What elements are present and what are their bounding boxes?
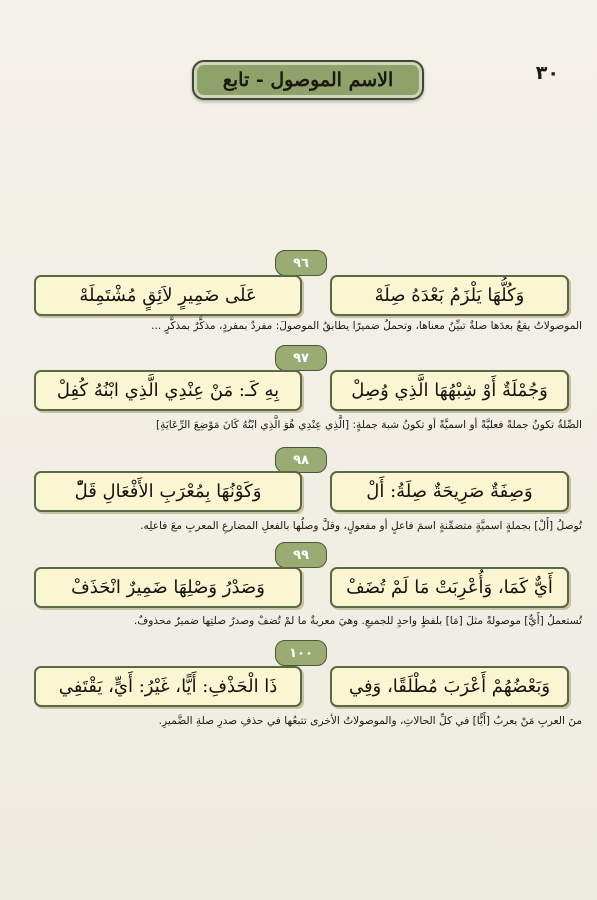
- verse-explanation: منَ العربِ مَنْ يعربُ [أَيًّا] في كلِّ الحالاتِ، والموصولاتُ الأخرى تتبعُها في حذفِ صدرِ صلةِ الضَّميرِ.: [158, 715, 582, 727]
- verse-first-hemistich: وَجُمْلَةٌ أَوْ شِبْهُهَا الَّذِي وُصِلْ: [330, 370, 569, 411]
- verse-number-badge: ٩٧: [275, 345, 327, 371]
- verse-number-badge: ١٠٠: [275, 640, 327, 666]
- verse-number-badge: ٩٦: [275, 250, 327, 276]
- verse-second-hemistich: بِهِ كَـ: مَنْ عِنْدِي الَّذِي ابْنُهُ كُفِلْ: [34, 370, 302, 411]
- verse-explanation: الصِّلةُ تكونُ جملةً فعليَّةً أو اسميَّةً أو تكونُ شبهَ جملةٍ: [الَّذِي عِنْدِي هُوَ الَّذِي ابْنُهُ كَانَ مَوْضِعَ الرِّعَايَةِ]: [156, 419, 582, 431]
- page-number: ٣٠: [535, 62, 559, 84]
- verse-number-badge: ٩٩: [275, 542, 327, 568]
- verse-first-hemistich: أَيٌّ كَمَا، وَأُعْرِبَتْ مَا لَمْ تُضَفْ: [330, 567, 569, 608]
- verse-first-hemistich: وَبَعْضُهُمْ أَعْرَبَ مُطْلَقًا، وَفِي: [330, 666, 569, 707]
- verse-second-hemistich: ذَا الْحَذْفِ: أَيًّا، غَيْرُ: أَيٍّ، يَقْتَفِي: [34, 666, 302, 707]
- verse-explanation: تُستعملُ [أَيٌّ] موصولةً مثلَ [مَا] بلفظٍ واحدٍ للجميعِ. وهيَ معربةٌ ما لمْ تُضفْ وصدرُ صلتِها ضميرٌ محذوفٌ.: [133, 615, 582, 627]
- verse-number-badge: ٩٨: [275, 447, 327, 473]
- verse-second-hemistich: عَلَى ضَمِيرٍ لاَئِقٍ مُشْتَمِلَهْ: [34, 275, 302, 316]
- verse-second-hemistich: وَكَوْنُهَا بِمُعْرَبِ الأَفْعَالِ قَلّْ: [34, 471, 302, 512]
- verse-first-hemistich: وَكُلُّهَا يَلْزَمُ بَعْدَهُ صِلَهْ: [330, 275, 569, 316]
- chapter-title: الاسم الموصول - تابع: [192, 60, 424, 100]
- verse-explanation: الموصولاتُ يقعُ بعدَها صلةٌ تبيِّنُ معناها، وتحملُ ضميرًا يطابقُ الموصولَ: مفردٌ بمفردٍ، مذكَّرٌ بمذكَّرٍ ...: [151, 320, 582, 332]
- verse-first-hemistich: وَصِفَةٌ صَرِيحَةٌ صِلَةُ: أَلْ: [330, 471, 569, 512]
- verse-second-hemistich: وَصَدْرُ وَصْلِهَا ضَمِيرٌ انْحَذَفْ: [34, 567, 302, 608]
- verse-explanation: تُوصلُ [أَلْ] بجملةٍ اسميَّةٍ متضمِّنةٍ اسمَ فاعلٍ أو مفعولٍ، وقلَّ وصلُها بالفعلِ المضارعِ المعربِ معَ فاعلِه.: [140, 520, 582, 532]
